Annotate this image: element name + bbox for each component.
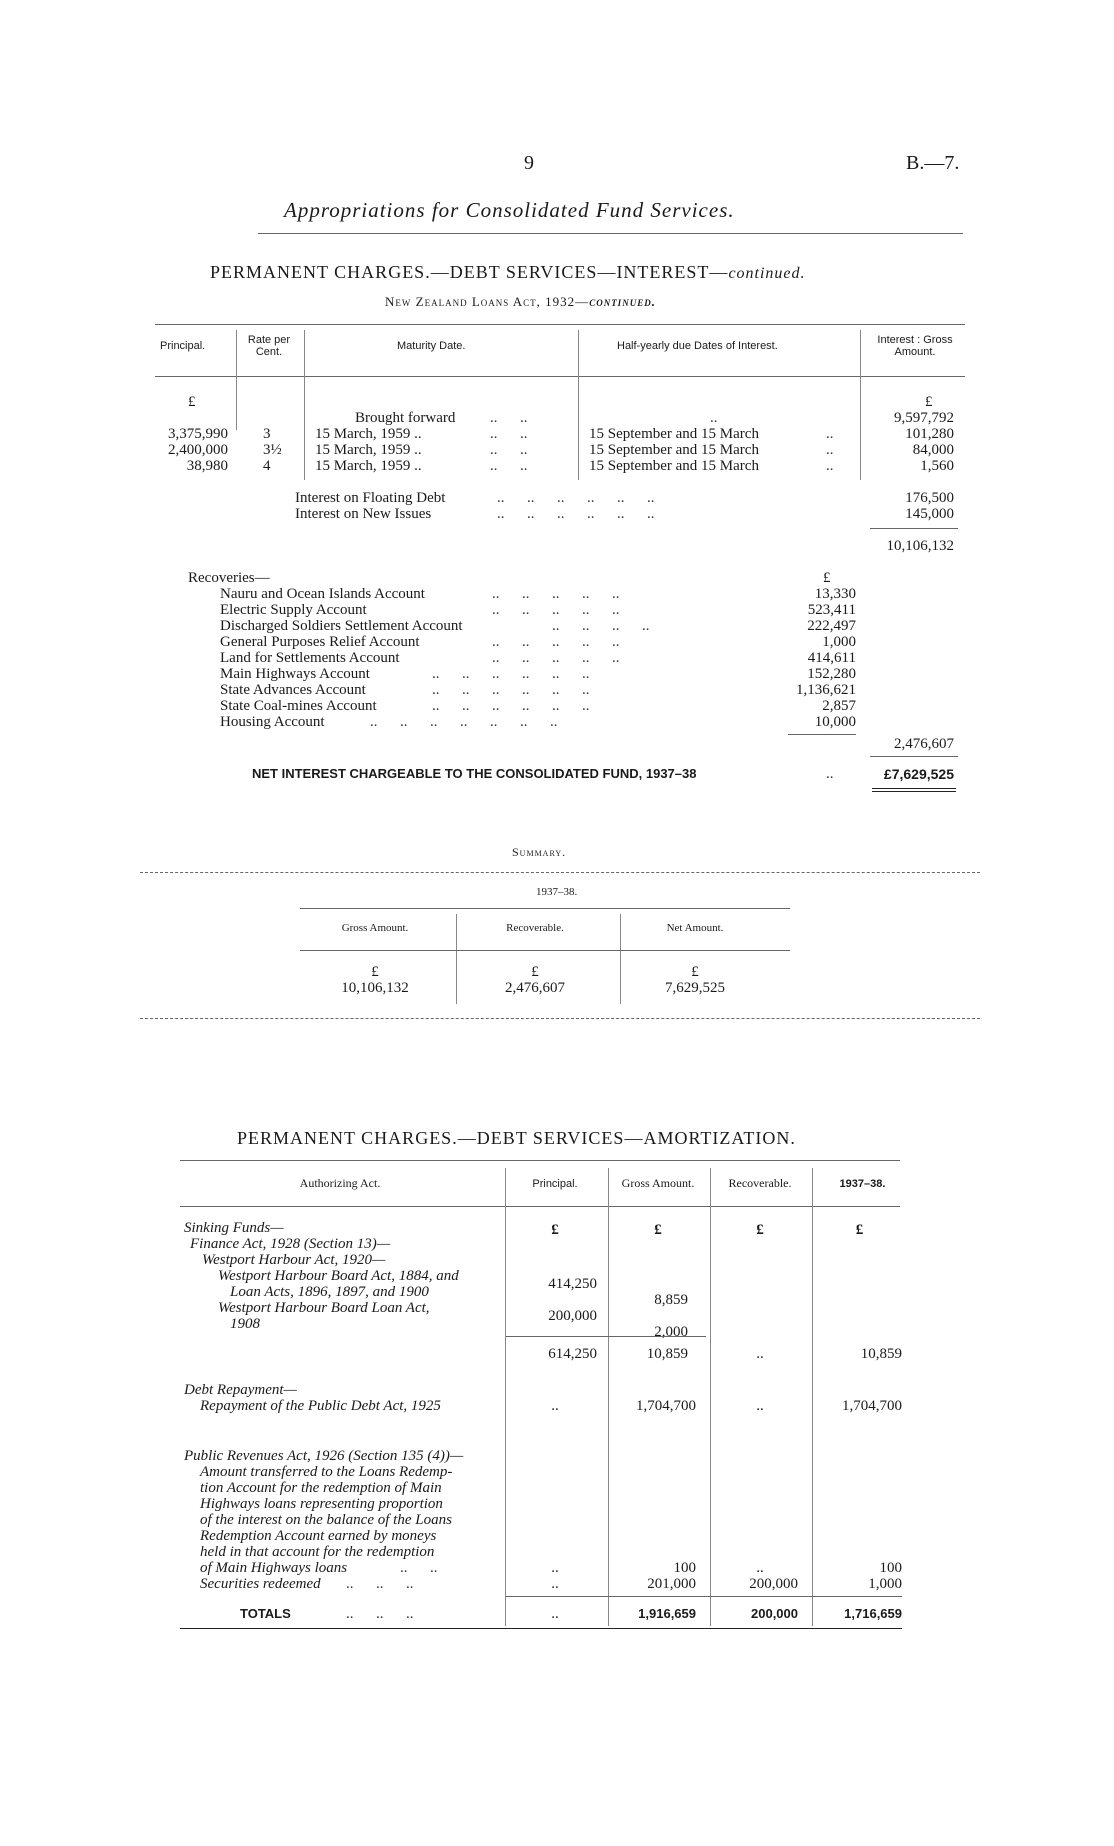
public-revenues-principal: .. (551, 1560, 559, 1576)
recovery-label: Discharged Soldiers Settlement Account (220, 618, 463, 634)
recovery-label: Land for Settlements Account (220, 650, 400, 666)
debt-repayment-year: 1,704,700 (842, 1398, 902, 1414)
brought-forward-label: Brought forward (355, 410, 456, 426)
running-title: Appropriations for Consolidated Fund Services. (284, 198, 735, 222)
recoveries-rule (788, 734, 856, 735)
totals-principal: .. (551, 1606, 559, 1622)
pound-sign: £ (371, 964, 379, 980)
totals-label: TOTALS (240, 1606, 291, 1621)
floating-debt-amount: 176,500 (905, 490, 954, 506)
subtotal-rule (870, 528, 958, 529)
debt-repayment-recoverable: .. (756, 1398, 764, 1414)
pound-sign: £ (551, 1222, 559, 1238)
net-rule (870, 756, 958, 757)
new-issues-label: Interest on New Issues (295, 506, 432, 522)
col-principal: Principal. (160, 340, 206, 352)
debt-repayment-item: Repayment of the Public Debt Act, 1925 (200, 1398, 441, 1414)
new-issues-amount: 145,000 (905, 506, 954, 522)
public-revenues-year: 100 (879, 1560, 902, 1576)
pound-sign: £ (531, 964, 539, 980)
summary-gross-value: 10,106,132 (341, 980, 409, 996)
sinking-subtotal-rule (506, 1336, 706, 1337)
amort-bottom-rule (180, 1628, 902, 1629)
recovery-label: State Coal-mines Account (220, 698, 377, 714)
sinking-item-1-cont: Loan Acts, 1896, 1897, and 1900 (230, 1284, 429, 1300)
summary-top-rule (140, 872, 980, 873)
row-dates: 15 September and 15 March (589, 442, 759, 458)
col-half-yearly: Half-yearly due Dates of Interest. (617, 340, 778, 352)
recovery-label: General Purposes Relief Account (220, 634, 420, 650)
recovery-amount: 414,611 (807, 650, 856, 666)
finance-act-label: Finance Act, 1928 (Section 13)— (190, 1236, 391, 1252)
debt-repayment-label: Debt Repayment— (184, 1382, 297, 1398)
debt-repayment-gross: 1,704,700 (636, 1398, 696, 1414)
pound-sign: £ (691, 964, 699, 980)
sinking-funds-label: Sinking Funds— (184, 1220, 284, 1236)
totals-year: 1,716,659 (844, 1606, 902, 1621)
public-revenues-line: held in that account for the redemption (200, 1544, 435, 1560)
row-rate: 3 (263, 426, 271, 442)
amort-col-gross: Gross Amount. (621, 1176, 695, 1190)
pound-sign: £ (188, 394, 196, 410)
securities-gross: 201,000 (647, 1576, 696, 1592)
net-interest-amount: £7,629,525 (883, 766, 954, 782)
sinking-item-2-gross: 2,000 (654, 1324, 688, 1340)
sinking-item-1: Westport Harbour Board Act, 1884, and (218, 1268, 459, 1284)
recovery-label: Nauru and Ocean Islands Account (220, 586, 425, 602)
pound-sign: £ (823, 570, 831, 586)
sinking-total-recoverable: .. (756, 1346, 764, 1362)
summary-divider (456, 914, 457, 1004)
sinking-item-2-principal: 200,000 (548, 1308, 597, 1324)
public-revenues-line: Redemption Account earned by moneys (200, 1528, 437, 1544)
pound-sign: £ (756, 1222, 764, 1238)
page-number: 9 (524, 152, 534, 174)
sinking-total-principal: 614,250 (548, 1346, 597, 1362)
net-interest-label: NET INTEREST CHARGEABLE TO THE CONSOLIDATED FUND, 1937–38 (252, 766, 697, 781)
public-revenues-line: tion Account for the redemption of Main (200, 1480, 442, 1496)
sinking-item-2: Westport Harbour Board Loan Act, (218, 1300, 430, 1316)
summary-col-gross: Gross Amount. (341, 922, 409, 934)
recovery-amount: 523,411 (807, 602, 856, 618)
debt-repayment-principal: .. (551, 1398, 559, 1414)
summary-title: Summary. (512, 845, 567, 859)
sinking-total-year: 10,859 (860, 1346, 902, 1362)
securities-principal: .. (551, 1576, 559, 1592)
row-maturity: 15 March, 1959 .. (315, 426, 422, 442)
recovery-amount: 13,330 (814, 586, 856, 602)
row-dates: 15 September and 15 March (589, 426, 759, 442)
row-maturity: 15 March, 1959 .. (315, 458, 422, 474)
amort-col-act: Authorizing Act. (299, 1176, 381, 1190)
recovery-amount: 222,497 (807, 618, 856, 634)
recovery-amount: 10,000 (814, 714, 856, 730)
col-rate: Rate per Cent. (247, 334, 291, 358)
amort-col-principal: Principal. (532, 1178, 578, 1190)
summary-col-recoverable: Recoverable. (506, 922, 564, 934)
summary-col-net: Net Amount. (666, 922, 724, 934)
pound-sign: £ (925, 394, 933, 410)
securities-redeemed-label: Securities redeemed (200, 1576, 321, 1592)
row-rate: 4 (263, 458, 271, 474)
amort-col-recoverable: Recoverable. (728, 1176, 792, 1190)
col-divider (304, 330, 305, 480)
recovery-label: Housing Account (220, 714, 325, 730)
double-rule (872, 791, 956, 792)
row-maturity: 15 March, 1959 .. (315, 442, 422, 458)
col-maturity: Maturity Date. (397, 340, 466, 352)
header-rule (155, 376, 965, 377)
recovery-amount: 2,857 (822, 698, 856, 714)
sinking-item-1-gross: 8,859 (654, 1292, 688, 1308)
recovery-label: Main Highways Account (220, 666, 370, 682)
document-code: B.—7. (906, 152, 960, 174)
recoveries-label: Recoveries— (188, 570, 270, 586)
recovery-amount: 1,000 (822, 634, 856, 650)
amort-col-year: 1937–38. (839, 1178, 886, 1190)
public-revenues-line: Amount transferred to the Loans Redemp- (200, 1464, 453, 1480)
summary-year-rule (300, 908, 790, 909)
row-dates: 15 September and 15 March (589, 458, 759, 474)
double-rule (872, 788, 956, 789)
recovery-label: Electric Supply Account (220, 602, 367, 618)
public-revenues-recoverable: .. (756, 1560, 764, 1576)
amort-top-rule (180, 1160, 900, 1161)
col-gross: Interest : Gross Amount. (877, 334, 953, 358)
summary-year: 1937–38. (536, 886, 578, 898)
securities-recoverable: 200,000 (749, 1576, 798, 1592)
col-divider (236, 330, 237, 430)
totals-recoverable: 200,000 (751, 1606, 798, 1621)
row-rate: 3½ (263, 442, 282, 458)
sinking-item-2-cont: 1908 (230, 1316, 260, 1332)
pound-sign: £ (855, 1222, 864, 1238)
brought-forward-amount: 9,597,792 (894, 410, 954, 426)
recovery-label: State Advances Account (220, 682, 366, 698)
row-principal: 2,400,000 (168, 442, 228, 458)
table-top-rule (155, 324, 965, 325)
floating-debt-label: Interest on Floating Debt (295, 490, 446, 506)
public-revenues-line: of the interest on the balance of the Loans (200, 1512, 452, 1528)
securities-year: 1,000 (868, 1576, 902, 1592)
recovery-amount: 152,280 (807, 666, 856, 682)
totals-rule (506, 1596, 902, 1597)
public-revenues-gross: 100 (673, 1560, 696, 1576)
totals-gross: 1,916,659 (638, 1606, 696, 1621)
amort-header-rule (180, 1206, 900, 1207)
public-revenues-line: of Main Highways loans (200, 1560, 348, 1576)
interest-subtitle: New Zealand Loans Act, 1932—continued. (385, 294, 656, 309)
title-rule (258, 233, 963, 234)
public-revenues-line: Highways loans representing proportion (200, 1496, 443, 1512)
row-principal: 3,375,990 (168, 426, 228, 442)
recoveries-total: 2,476,607 (894, 736, 954, 752)
summary-bottom-rule (140, 1018, 980, 1019)
summary-recoverable-value: 2,476,607 (505, 980, 565, 996)
pound-sign: £ (654, 1222, 662, 1238)
row-amount: 84,000 (912, 442, 954, 458)
row-amount: 1,560 (920, 458, 954, 474)
westport-harbour-act-label: Westport Harbour Act, 1920— (202, 1252, 386, 1268)
subtotal-amount: 10,106,132 (886, 538, 954, 554)
row-principal: 38,980 (186, 458, 228, 474)
summary-net-value: 7,629,525 (665, 980, 725, 996)
row-amount: 101,280 (905, 426, 954, 442)
summary-header-rule (300, 950, 790, 951)
col-divider (578, 330, 579, 480)
recovery-amount: 1,136,621 (796, 682, 856, 698)
sinking-item-1-principal: 414,250 (548, 1276, 597, 1292)
amortization-title: PERMANENT CHARGES.—DEBT SERVICES—AMORTIZATION. (237, 1128, 796, 1148)
interest-title: PERMANENT CHARGES.—DEBT SERVICES—INTEREST—continued. (210, 262, 806, 282)
sinking-total-gross: 10,859 (646, 1346, 688, 1362)
public-revenues-label: Public Revenues Act, 1926 (Section 135 (4))— (184, 1448, 464, 1464)
